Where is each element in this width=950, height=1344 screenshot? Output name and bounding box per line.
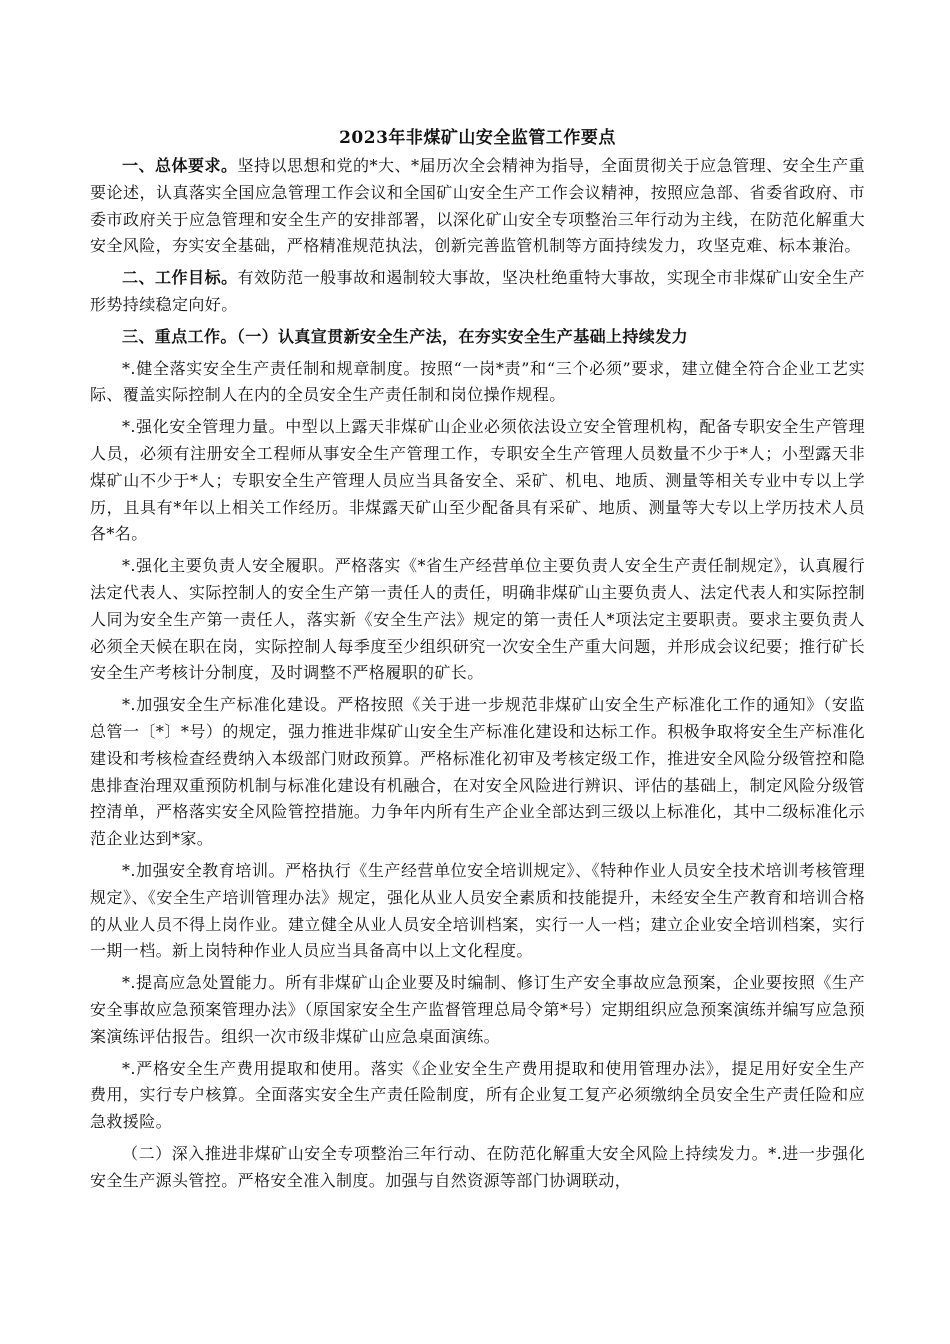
list-item: *.强化安全管理力量。中型以上露天非煤矿山企业必须依法设立安全管理机构，配备专职安全生产管理人员，必须有注册安全工程师从事安全生产管理工作，专职安全生产管理人员数量不少于*人；小型露天非煤矿山不少于*人；专职安全生产管理人员应当具备安全、采矿、机电、地质、测量等相关专业中专以上学历，且具有*年以上相关工作经历。非煤露天矿山至少配备具有采矿、地质、测量等大专以上学历技术人员各*名。 — [90, 417, 865, 544]
section-lead: 一、总体要求。 — [122, 156, 238, 175]
section-lead: 二、工作目标。 — [122, 268, 238, 288]
list-item: *.加强安全教育培训。严格执行《生产经营单位安全培训规定》、《特种作业人员安全技术培训考核管理规定》、《安全生产培训管理办法》规定，强化从业人员安全素质和技能提升，未经安全生产教育和培训合格的从业人员不得上岗作业。建立健全从业人员安全培训档案，实行一人一档；建立企业安全培训档案，实行一期一档。新上岗特种作业人员应当具备高中以上文化程度。 — [90, 860, 865, 961]
list-item: *.严格安全生产费用提取和使用。落实《企业安全生产费用提取和使用管理办法》，提足用好安全生产费用，实行专户核算。全面落实安全生产责任险制度，所有企业复工复产必须缴纳全员安全生产责任险和应急救援险。 — [90, 1058, 865, 1132]
section-key-work-heading: 三、重点工作。（一）认真宣贯新安全生产法，在夯实安全生产基础上持续发力 — [122, 326, 689, 346]
list-item: *.加强安全生产标准化建设。严格按照《关于进一步规范非煤矿山安全生产标准化工作的通知》（安监总管一〔*〕*号）的规定，强力推进非煤矿山安全生产标准化建设和达标工作。积极争取将安全生产标准化建设和考核检查经费纳入本级部门财政预算。严格标准化初审及考核定级工作，推进安全风险分级管控和隐患排查治理双重预防机制与标准化建设有机融合，在对安全风险进行辨识、评估的基础上，制定风险分级管控清单，严格落实安全风险管控措施。力争年内所有生产企业全部达到三级以上标准化，其中二级标准化示范企业达到*家。 — [90, 695, 865, 849]
list-item: *.提高应急处置能力。所有非煤矿山企业要及时编制、修订生产安全事故应急预案，企业要按照《生产安全事故应急预案管理办法》（原国家安全生产监督管理总局令第*号）定期组织应急预案演练并编写应急预案演练评估报告。组织一次市级非煤矿山应急桌面演练。 — [90, 973, 865, 1046]
list-item: *.强化主要负责人安全履职。严格落实《*省生产经营单位主要负责人安全生产责任制规定》，认真履行法定代表人、实际控制人的安全生产第一责任人的责任，明确非煤矿山主要负责人、法定代表人和实际控制人同为安全生产第一责任人，落实新《安全生产法》规定的第一责任人*项法定主要职责。要求主要负责人必须全天候在职在岗，实际控制人每季度至少组织研究一次安全生产重大问题，并形成会议纪要；推行矿长安全生产考核计分制度，及时调整不严格履职的矿长。 — [90, 556, 865, 683]
document-page — [90, 125, 865, 1199]
list-item: （二）深入推进非煤矿山安全专项整治三年行动、在防范化解重大安全风险上持续发力。*.进一步强化安全生产源头管控。严格安全准入制度。加强与自然资源等部门协调联动， — [90, 1143, 865, 1190]
document-title: 2023年非煤矿山安全监管工作要点 — [339, 128, 616, 148]
section-work-goals — [90, 265, 865, 319]
section-text: 有效防范一般事故和遏制较大事故，坚决杜绝重特大事故，实现全市非煤矿山安全生产形势持续稳定向好。 — [90, 268, 865, 314]
list-item: *.健全落实安全生产责任制和规章制度。按照“一岗*责”和“三个必须”要求，建立健全符合企业工艺实际、覆盖实际控制人在内的全员安全生产责任制和岗位操作规程。 — [90, 358, 865, 405]
section-general-requirements — [90, 153, 865, 260]
section-text: 坚持以思想和党的*大、*届历次全会精神为指导，全面贯彻关于应急管理、安全生产重要论述，认真落实全国应急管理工作会议和全国矿山安全生产工作会议精神，按照应急部、省委省政府、市委市政府关于应急管理和安全生产的安排部署，以深化矿山安全专项整治三年行动为主线，在防范化解重大安全风险，夯实安全基础，严格精准规范执法，创新完善监管机制等方面持续发力，攻坚克难、标本兼治。 — [90, 156, 865, 256]
